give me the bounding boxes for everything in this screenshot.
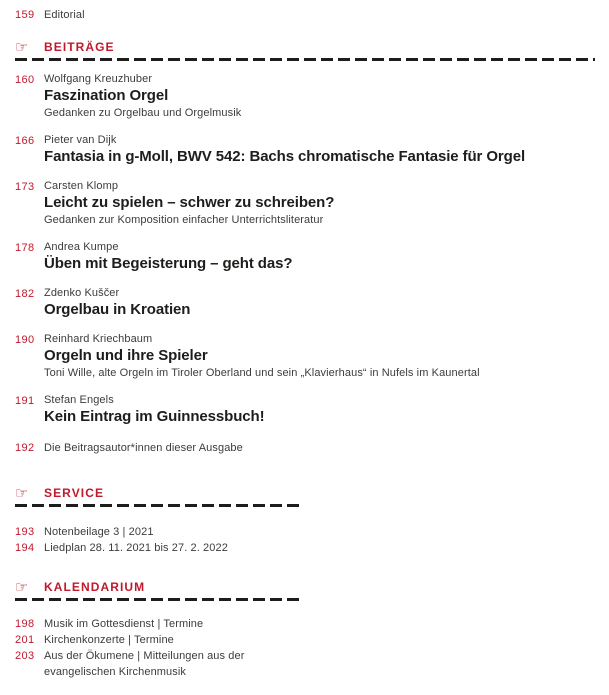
- manicule-icon: ☞: [15, 38, 29, 56]
- entry-author: Stefan Engels: [44, 394, 114, 406]
- toc-entry: [15, 394, 595, 426]
- entry-author: Reinhard Kriechbaum: [44, 333, 153, 345]
- page-number: 160: [15, 74, 35, 86]
- page-number: 159: [15, 9, 35, 21]
- page-number: 203: [15, 650, 35, 662]
- toc-label: Notenbeilage 3 | 2021: [44, 526, 154, 538]
- entry-body: [44, 287, 190, 319]
- toc-row-editorial: [15, 7, 595, 23]
- entry-body: [44, 333, 480, 380]
- entry-author: Andrea Kumpe: [44, 241, 119, 253]
- toc-entry: [15, 134, 595, 166]
- dashed-rule: [15, 58, 595, 61]
- entry-body: [44, 73, 241, 120]
- entry-body: [44, 134, 525, 166]
- toc-row: [15, 524, 595, 540]
- toc-label: Aus der Ökumene | Mitteilungen aus der evangelischen Kirchenmusik: [44, 650, 245, 678]
- toc-row: [15, 616, 595, 632]
- entry-title: Orgeln und ihre Spieler: [44, 347, 208, 364]
- page-number: 191: [15, 395, 35, 407]
- toc-row: [15, 440, 595, 456]
- dashed-rule: [15, 504, 303, 507]
- entry-subtitle: Toni Wille, alte Orgeln im Tiroler Oberland und sein „Klavierhaus“ in Nufels im Kaunertal: [44, 367, 480, 379]
- entry-title: Leicht zu spielen – schwer zu schreiben?: [44, 194, 335, 211]
- section-header: [15, 578, 595, 596]
- toc-row: [15, 648, 595, 680]
- entry-body: [44, 241, 292, 273]
- entry-author: Carsten Klomp: [44, 180, 119, 192]
- manicule-icon: ☞: [15, 578, 29, 596]
- dashed-rule: [15, 598, 303, 601]
- toc-entry: [15, 180, 595, 227]
- section-title: SERVICE: [44, 486, 105, 500]
- section-title: KALENDARIUM: [44, 580, 146, 594]
- entry-title: Üben mit Begeisterung – geht das?: [44, 255, 293, 272]
- page-number: 178: [15, 242, 35, 254]
- entry-subtitle: Gedanken zur Komposition einfacher Unterrichtsliteratur: [44, 214, 324, 226]
- page-number: 193: [15, 526, 35, 538]
- toc-label: Die Beitragsautor*innen dieser Ausgabe: [44, 442, 243, 454]
- page-number: 166: [15, 135, 35, 147]
- section-service: [15, 484, 595, 556]
- toc-label: Musik im Gottesdienst | Termine: [44, 618, 204, 630]
- page-number: 192: [15, 442, 35, 454]
- entry-body: [44, 394, 264, 426]
- page-number: 173: [15, 181, 35, 193]
- entry-title: Fantasia in g-Moll, BWV 542: Bachs chromatische Fantasie für Orgel: [44, 148, 526, 165]
- page-number: 194: [15, 542, 35, 554]
- toc-label: Liedplan 28. 11. 2021 bis 27. 2. 2022: [44, 542, 228, 554]
- entry-title: Faszination Orgel: [44, 87, 169, 104]
- toc-entry: [15, 287, 595, 319]
- entry-author: Wolfgang Kreuzhuber: [44, 73, 153, 85]
- manicule-icon: ☞: [15, 484, 29, 502]
- entry-list: [15, 73, 595, 426]
- extra-list: [15, 524, 595, 556]
- page-number: 182: [15, 288, 35, 300]
- entry-author: Pieter van Dijk: [44, 134, 117, 146]
- toc-entry: [15, 333, 595, 380]
- extra-list: [15, 440, 595, 456]
- page-number: 201: [15, 634, 35, 646]
- section-beitraege: [15, 38, 595, 456]
- section-title: BEITRÄGE: [44, 40, 115, 54]
- entry-author: Zdenko Kuščer: [44, 287, 120, 299]
- toc-entry: [15, 73, 595, 120]
- section-header: [15, 484, 595, 502]
- toc-entry: [15, 241, 595, 273]
- page-number: 198: [15, 618, 35, 630]
- toc-label: Editorial: [44, 9, 85, 21]
- toc-label: Kirchenkonzerte | Termine: [44, 634, 174, 646]
- entry-body: [44, 180, 334, 227]
- entry-subtitle: Gedanken zu Orgelbau und Orgelmusik: [44, 107, 242, 119]
- page-number: 190: [15, 334, 35, 346]
- toc-row: [15, 540, 595, 556]
- section-header: [15, 38, 595, 56]
- entry-title: Kein Eintrag im Guinnessbuch!: [44, 408, 265, 425]
- entry-title: Orgelbau in Kroatien: [44, 301, 191, 318]
- extra-list: [15, 616, 595, 680]
- section-kalendarium: [15, 578, 595, 680]
- toc-row: [15, 632, 595, 648]
